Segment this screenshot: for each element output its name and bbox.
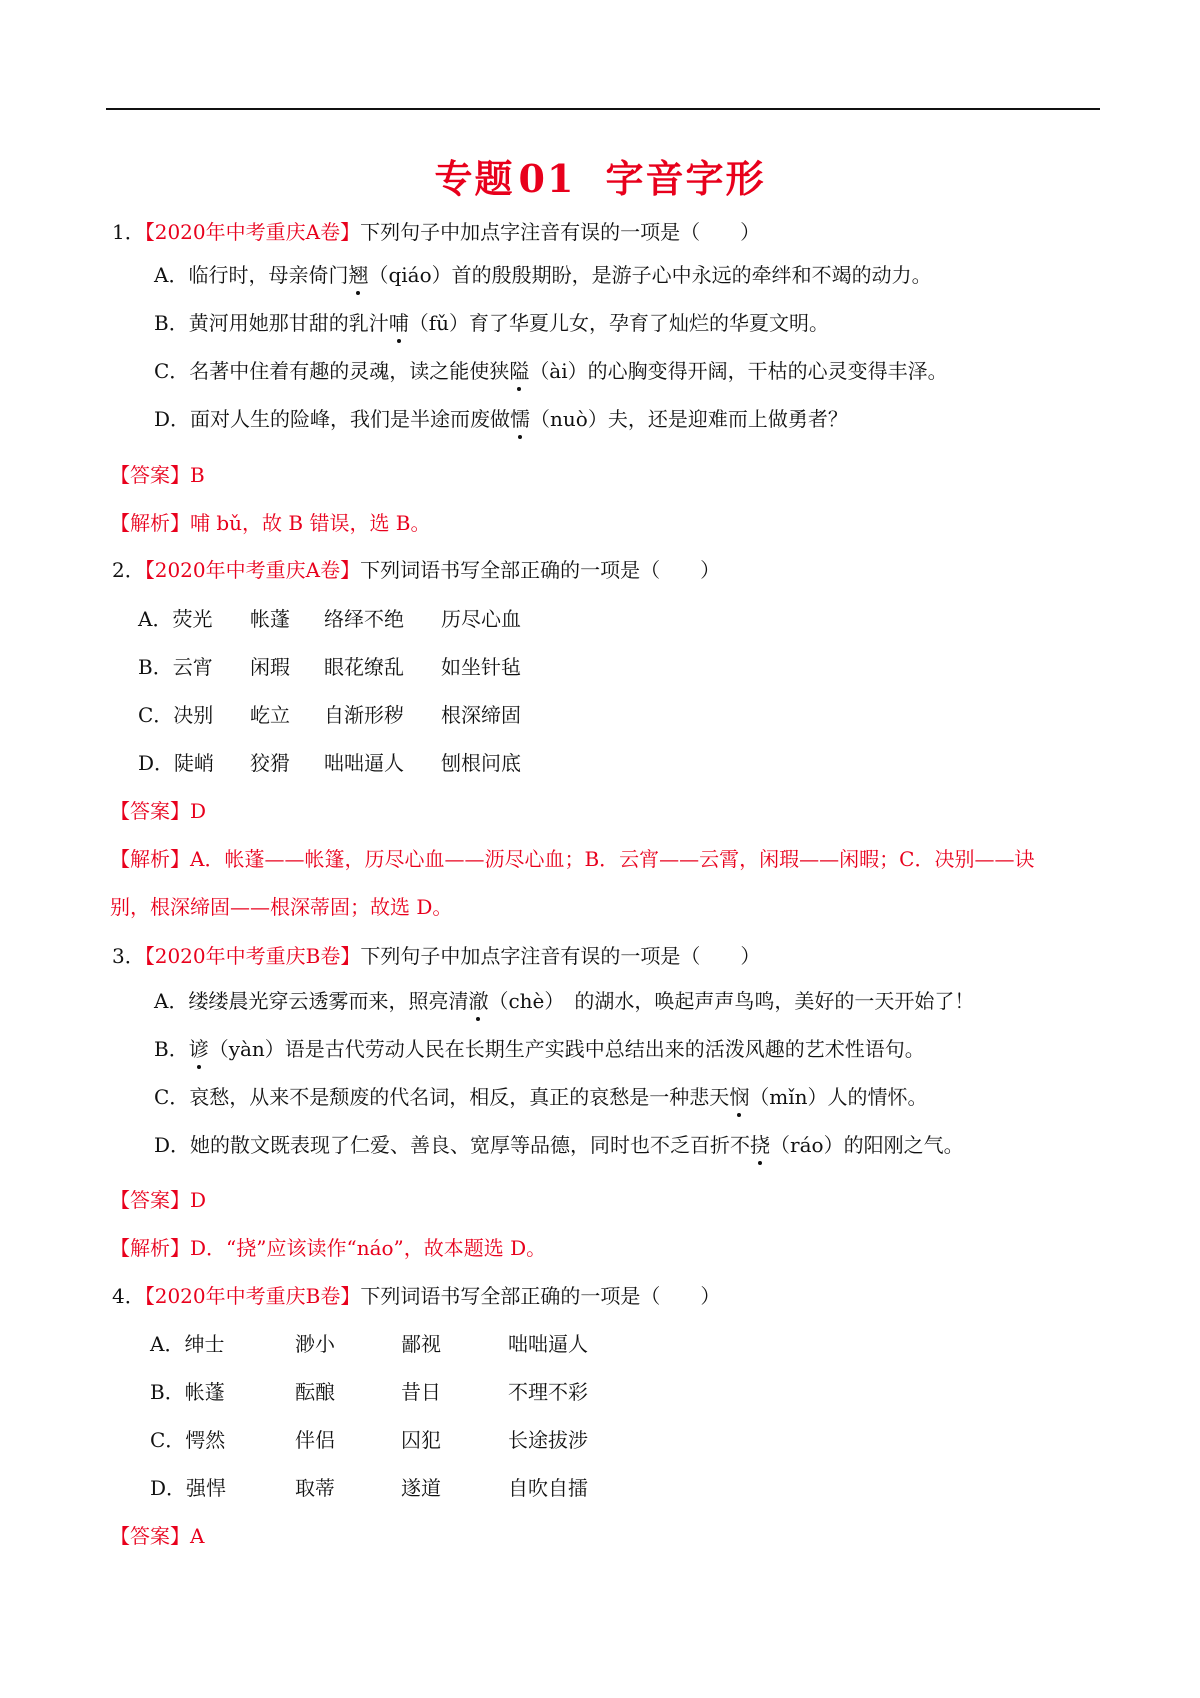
question-1 bbox=[112, 218, 760, 246]
dotted-char: 谚 bbox=[188, 1037, 209, 1061]
dotted-char: 懦 bbox=[510, 407, 531, 431]
dotted-char: 挠 bbox=[750, 1133, 771, 1157]
question-source: 【2020年中考重庆B卷】 bbox=[144, 1284, 361, 1308]
option-1c: C．名著中住着有趣的灵魂，读之能使狭隘（ài）的心胸变得开阔，干枯的心灵变得丰泽。 bbox=[154, 359, 948, 383]
page-title bbox=[0, 148, 1200, 203]
option-3c: C．哀愁，从来不是颓废的代名词，相反，真正的哀愁是一种悲天悯（mǐn）人的情怀。 bbox=[154, 1085, 928, 1109]
option-3a: A．缕缕晨光穿云透雾而来，照亮清澈（chè） 的湖水，唤起声声鸟鸣，美好的一天开始了！ bbox=[154, 989, 975, 1013]
title-number: 01 bbox=[518, 156, 576, 201]
option-1b: B．黄河用她那甘甜的乳汁哺（fǔ）育了华夏儿女，孕育了灿烂的华夏文明。 bbox=[154, 311, 829, 335]
answer-3: 【答案】D bbox=[110, 1188, 207, 1212]
option-3b: B．谚（yàn）语是古代劳动人民在长期生产实践中总结出来的活泼风趣的艺术性语句。 bbox=[154, 1037, 925, 1061]
document-page: 专题 01 字音字形 1．【2020年中考重庆A卷】下列句子中加点字注音有误的一项是（ ） A．临行时，母亲倚门翘（qiáo）首的殷殷期盼，是游子心中永远的牵绊和不竭的动力。 B．黄河用她那甘甜的乳汁哺（fǔ）育了华夏儿女，孕育了灿烂的华夏文明。 C．名著中住着有趣的灵魂，读之能使狭隘（ài）的心胸变得开阔，干枯的心灵变得丰泽。 D．面对人生的险峰，我们是半途而废做懦（nuò）夫，还是迎难而上做勇者？ 【答案】B 【解析】哺 bǔ，故 B 错误，选 B。 2．【2020年中考重庆A卷】下列词语书写全部正确的一项是（ ） A．荧光 帐蓬 络绎不绝 历尽心血 B．云宵 闲瑕 眼花缭乱 如坐针毡 C．决别 屹立 自渐形秽 根深缔固 D．陡峭 狡猾 咄咄逼人 刨根问底 【答案】D 【解析】A．帐蓬——帐篷，历尽心血——沥尽心血；B．云宵——云霄，闲瑕——闲暇；C．决别——诀 别，根深缔固——根深蒂固；故选 D。 3．【2020年中考重庆B卷】下列句子中加点字注音有误的一项是（ ） A．缕缕晨光穿云透雾而来，照亮清澈（chè） 的湖水，唤起声声鸟鸣，美好的一天开始了！ B．谚（yàn）语是古代劳动人民在长期生产实践中总结出来的活泼风趣的艺术性语句。 C．哀愁，从来不是颓废的代名词，相反，真正的哀愁是一种悲天悯（mǐn）人的情怀。 D．她的散文既表现了仁爱、善良、宽厚等品德，同时也不乏百折不挠（ráo）的阳刚之气。 【答案】D 【解析】D．“挠”应该读作“náo”，故本题选 D。 4．【2020年中考重庆B卷】下列词语书写全部正确的一项是（ ） A．绅士 渺小 鄙视 咄咄逼人 B．帐蓬 酝酿 昔日 不理不彩 C．愕然 伴侣 囚犯 长途拔涉 D．强悍 取蒂 遂道 自吹自擂 【答案】A bbox=[0, 0, 1200, 1698]
answer-1: 【答案】B bbox=[110, 463, 205, 487]
question-number: 4． bbox=[112, 1284, 145, 1308]
title-prefix: 专题 bbox=[434, 156, 515, 201]
option-1d: D．面对人生的险峰，我们是半途而废做懦（nuò）夫，还是迎难而上做勇者？ bbox=[154, 407, 848, 431]
question-number: 3． bbox=[112, 944, 145, 968]
analysis-3: 【解析】D．“挠”应该读作“náo”，故本题选 D。 bbox=[110, 1236, 547, 1260]
question-number: 2． bbox=[112, 558, 145, 582]
answer-2: 【答案】D bbox=[110, 799, 207, 823]
question-4 bbox=[112, 1282, 720, 1310]
dotted-char: 澈 bbox=[468, 989, 489, 1013]
option-1a: A．临行时，母亲倚门翘（qiáo）首的殷殷期盼，是游子心中永远的牵绊和不竭的动力。 bbox=[154, 263, 932, 287]
analysis-2-line2: 别，根深缔固——根深蒂固；故选 D。 bbox=[110, 895, 453, 919]
question-number: 1． bbox=[112, 220, 145, 244]
header-rule bbox=[106, 108, 1100, 110]
question-source: 【2020年中考重庆A卷】 bbox=[144, 558, 361, 582]
question-source: 【2020年中考重庆B卷】 bbox=[144, 944, 361, 968]
analysis-2-line1: 【解析】A．帐蓬——帐篷，历尽心血——沥尽心血；B．云宵——云霄，闲瑕——闲暇；C．决别——诀 bbox=[110, 847, 1035, 871]
question-source: 【2020年中考重庆A卷】 bbox=[144, 220, 361, 244]
answer-4: 【答案】A bbox=[110, 1524, 205, 1548]
dotted-char: 悯 bbox=[729, 1085, 750, 1109]
dotted-char: 哺 bbox=[388, 311, 409, 335]
dotted-char: 隘 bbox=[509, 359, 530, 383]
analysis-1: 【解析】哺 bǔ，故 B 错误，选 B。 bbox=[110, 511, 431, 535]
question-3 bbox=[112, 942, 760, 970]
question-2 bbox=[112, 556, 720, 584]
question-stem: 下列句子中加点字注音有误的一项是（ ） bbox=[360, 944, 761, 968]
question-stem: 下列词语书写全部正确的一项是（ ） bbox=[360, 558, 721, 582]
question-stem: 下列句子中加点字注音有误的一项是（ ） bbox=[360, 220, 761, 244]
dotted-char: 翘 bbox=[348, 263, 369, 287]
option-3d: D．她的散文既表现了仁爱、善良、宽厚等品德，同时也不乏百折不挠（ráo）的阳刚之气。 bbox=[154, 1133, 964, 1157]
title-text: 字音字形 bbox=[605, 156, 766, 201]
question-stem: 下列词语书写全部正确的一项是（ ） bbox=[360, 1284, 721, 1308]
